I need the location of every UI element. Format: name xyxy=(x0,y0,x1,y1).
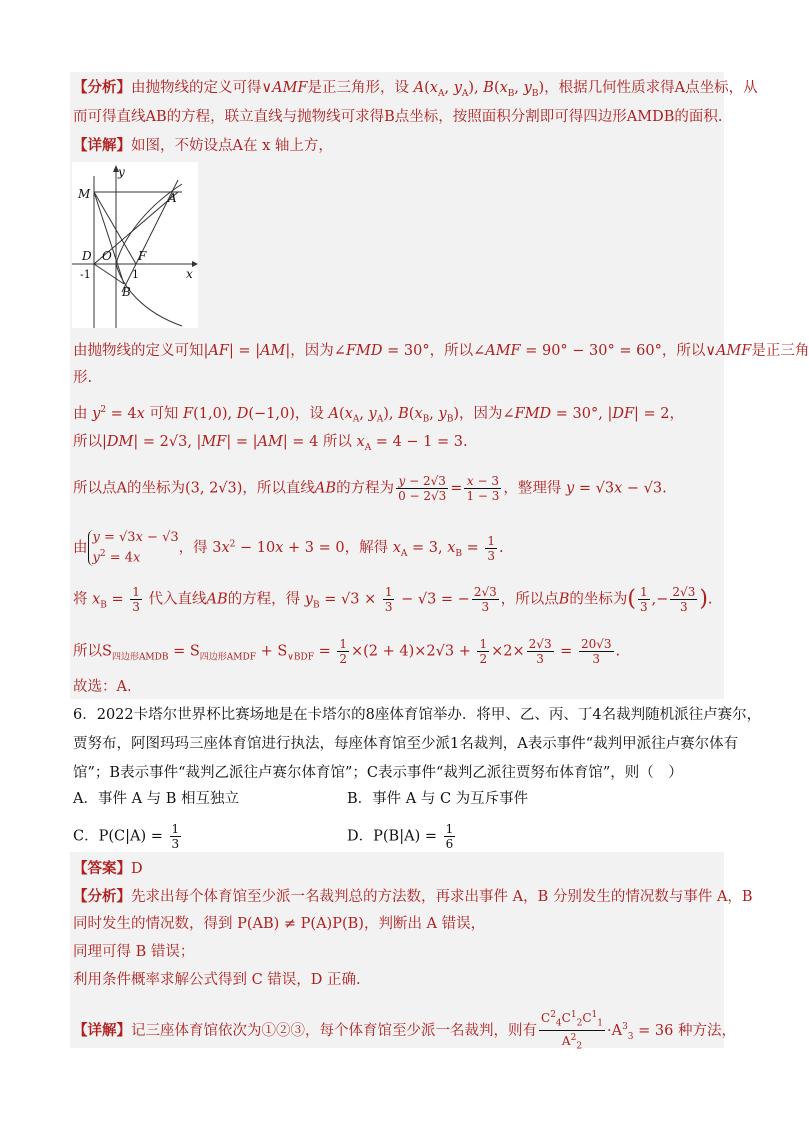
label-x: x xyxy=(186,267,193,281)
solution-line-6: 将 $x_B$ = $\frac{1}{3}$ 代入直线AB的方程，得 $y_B = √3$ × $\frac{1}{3}$ − √3 = − $\frac{2√3}{3}$ ，所以点B的坐标为( $\frac{1}{3}$ ,− $\frac{2√3}{3}$ ). xyxy=(73,585,713,614)
problem6-line-3: 馆”；B表示事件“裁判乙派往卢赛尔体育馆”；C表示事件“裁判乙派往贾努布体育馆”，则（ ） xyxy=(73,765,683,781)
solution-line-1b: 形. xyxy=(73,370,93,386)
parabola-diagram xyxy=(72,162,198,328)
answer-line xyxy=(73,858,724,880)
detail-tag: 【详解】 xyxy=(73,137,131,154)
detail-line-1 xyxy=(73,135,724,157)
solution-line-2: 由 $y^2 = 4x$ 可知 F(1,0), D(−1,0)，设 $A(x_A$, $y_A$), $B(x_B$, $y_B$)，因为∠FMD = 30°, |DF| = 2， xyxy=(73,405,685,425)
label-D: D xyxy=(82,249,92,263)
problem6-line-2: 贾努布，阿图玛玛三座体育馆进行执法，每座体育馆至少派1名裁判，A表示事件“裁判甲派往卢赛尔体有 xyxy=(73,736,739,752)
analysis2-line-3: 同理可得 B 错误； xyxy=(73,944,195,960)
analysis-tag: 【分析】 xyxy=(73,79,131,96)
detail2-line: 【详解】记三座体育馆依次为①②③，每个体育馆至少派一名裁判，则有 $\frac{C^2_4C^1_2C^1_1}{A^2_2}$ $\cdot A^3_3 = 36$ 种方法， xyxy=(73,1010,736,1052)
conclusion: 故选：A． xyxy=(73,679,142,695)
label-M: M xyxy=(78,187,91,201)
analysis2-line-4: 利用条件概率求解公式得到 C 错误，D 正确. xyxy=(73,972,361,988)
solution-line-1: 由抛物线的定义可知|AF| = |AM|，因为∠FMD = 30°，所以∠AMF = 90° − 30° = 60°，所以∨AMF是正三角 xyxy=(73,343,809,359)
option-b[interactable]: B．事件 A 与 C 为互斥事件 xyxy=(347,791,529,807)
label-minus-1: -1 xyxy=(80,268,91,281)
parabola-figure xyxy=(72,162,198,328)
detail2-tag: 【详解】 xyxy=(73,1021,131,1039)
label-A: A xyxy=(168,191,177,205)
solution-line-3: 所以|DM| = 2√3, |MF| = |AM| = 4 所以 $x_A = 4 - 1 = 3$. xyxy=(73,434,468,453)
analysis2-tag: 【分析】 xyxy=(73,888,131,905)
solution-line-7: 所以$S_{四边形AMDB} = S_{四边形AMDF} + S_{\vee BDF}$ = $\frac{1}{2}$ ×(2 + 4)×2√3 + $\frac{1}{2}$ ×2× $\frac{2√3}{3}$ = $\frac{20√3}{3}$ . xyxy=(73,637,621,666)
answer-tag: 【答案】 xyxy=(73,860,131,877)
detail-text: 如图，不妨设点A在 x 轴上方， xyxy=(131,138,333,154)
label-O: O xyxy=(102,249,112,263)
label-y: y xyxy=(118,165,125,179)
label-F: F xyxy=(138,249,147,263)
analysis-line-2: 而可得直线AB的方程，联立直线与抛物线可求得B点坐标，按照面积分割即可得四边形AMDB的面积. xyxy=(73,109,723,125)
analysis-line-1: 【分析】由抛物线的定义可得∨AMF是正三角形，设 $A(x_A$, $y_A$), $B(x_B$, $y_B$)，根据几何性质求得A点坐标，从 xyxy=(73,79,758,99)
option-c[interactable]: C．P(C|A) = $\frac{1}{3}$ xyxy=(73,822,180,851)
label-B: B xyxy=(122,285,131,299)
option-d[interactable]: D．P(B|A) = $\frac{1}{6}$ xyxy=(347,822,454,851)
analysis2-line-2: 同时发生的情况数，得到 P(AB) ≠ P(A)P(B)，判断出 A 错误， xyxy=(73,916,486,932)
option-a[interactable]: A．事件 A 与 B 相互独立 xyxy=(73,791,240,807)
problem6-line-1: 6．2022卡塔尔世界杯比赛场地是在卡塔尔的8座体育馆举办．将甲、乙、丙、丁4名裁判随机派往卢赛尔， xyxy=(73,707,762,723)
label-1: 1 xyxy=(132,268,139,281)
solution-line-4: 所以点A的坐标为(3, 2√3)，所以直线AB的方程为 $\frac{y - 2√3}{0 - 2√3}$ = $\frac{x - 3}{1 - 3}$ ，整理得 y = √3x − √3. xyxy=(73,474,667,503)
solution-line-5: 由y = √3x − √3 $y^2 = 4x$，得 $3x^2 - 10x + 3 = 0$，解得 $x_A = 3$, $x_B$ = $\frac{1}{3}$ . xyxy=(73,530,504,566)
analysis2-line-1: 【分析】先求出每个体育馆至少派一名裁判总的方法数，再求出事件 A，B 分别发生的情况数与事件 A，B xyxy=(73,888,753,905)
answer-value: D xyxy=(131,861,143,877)
